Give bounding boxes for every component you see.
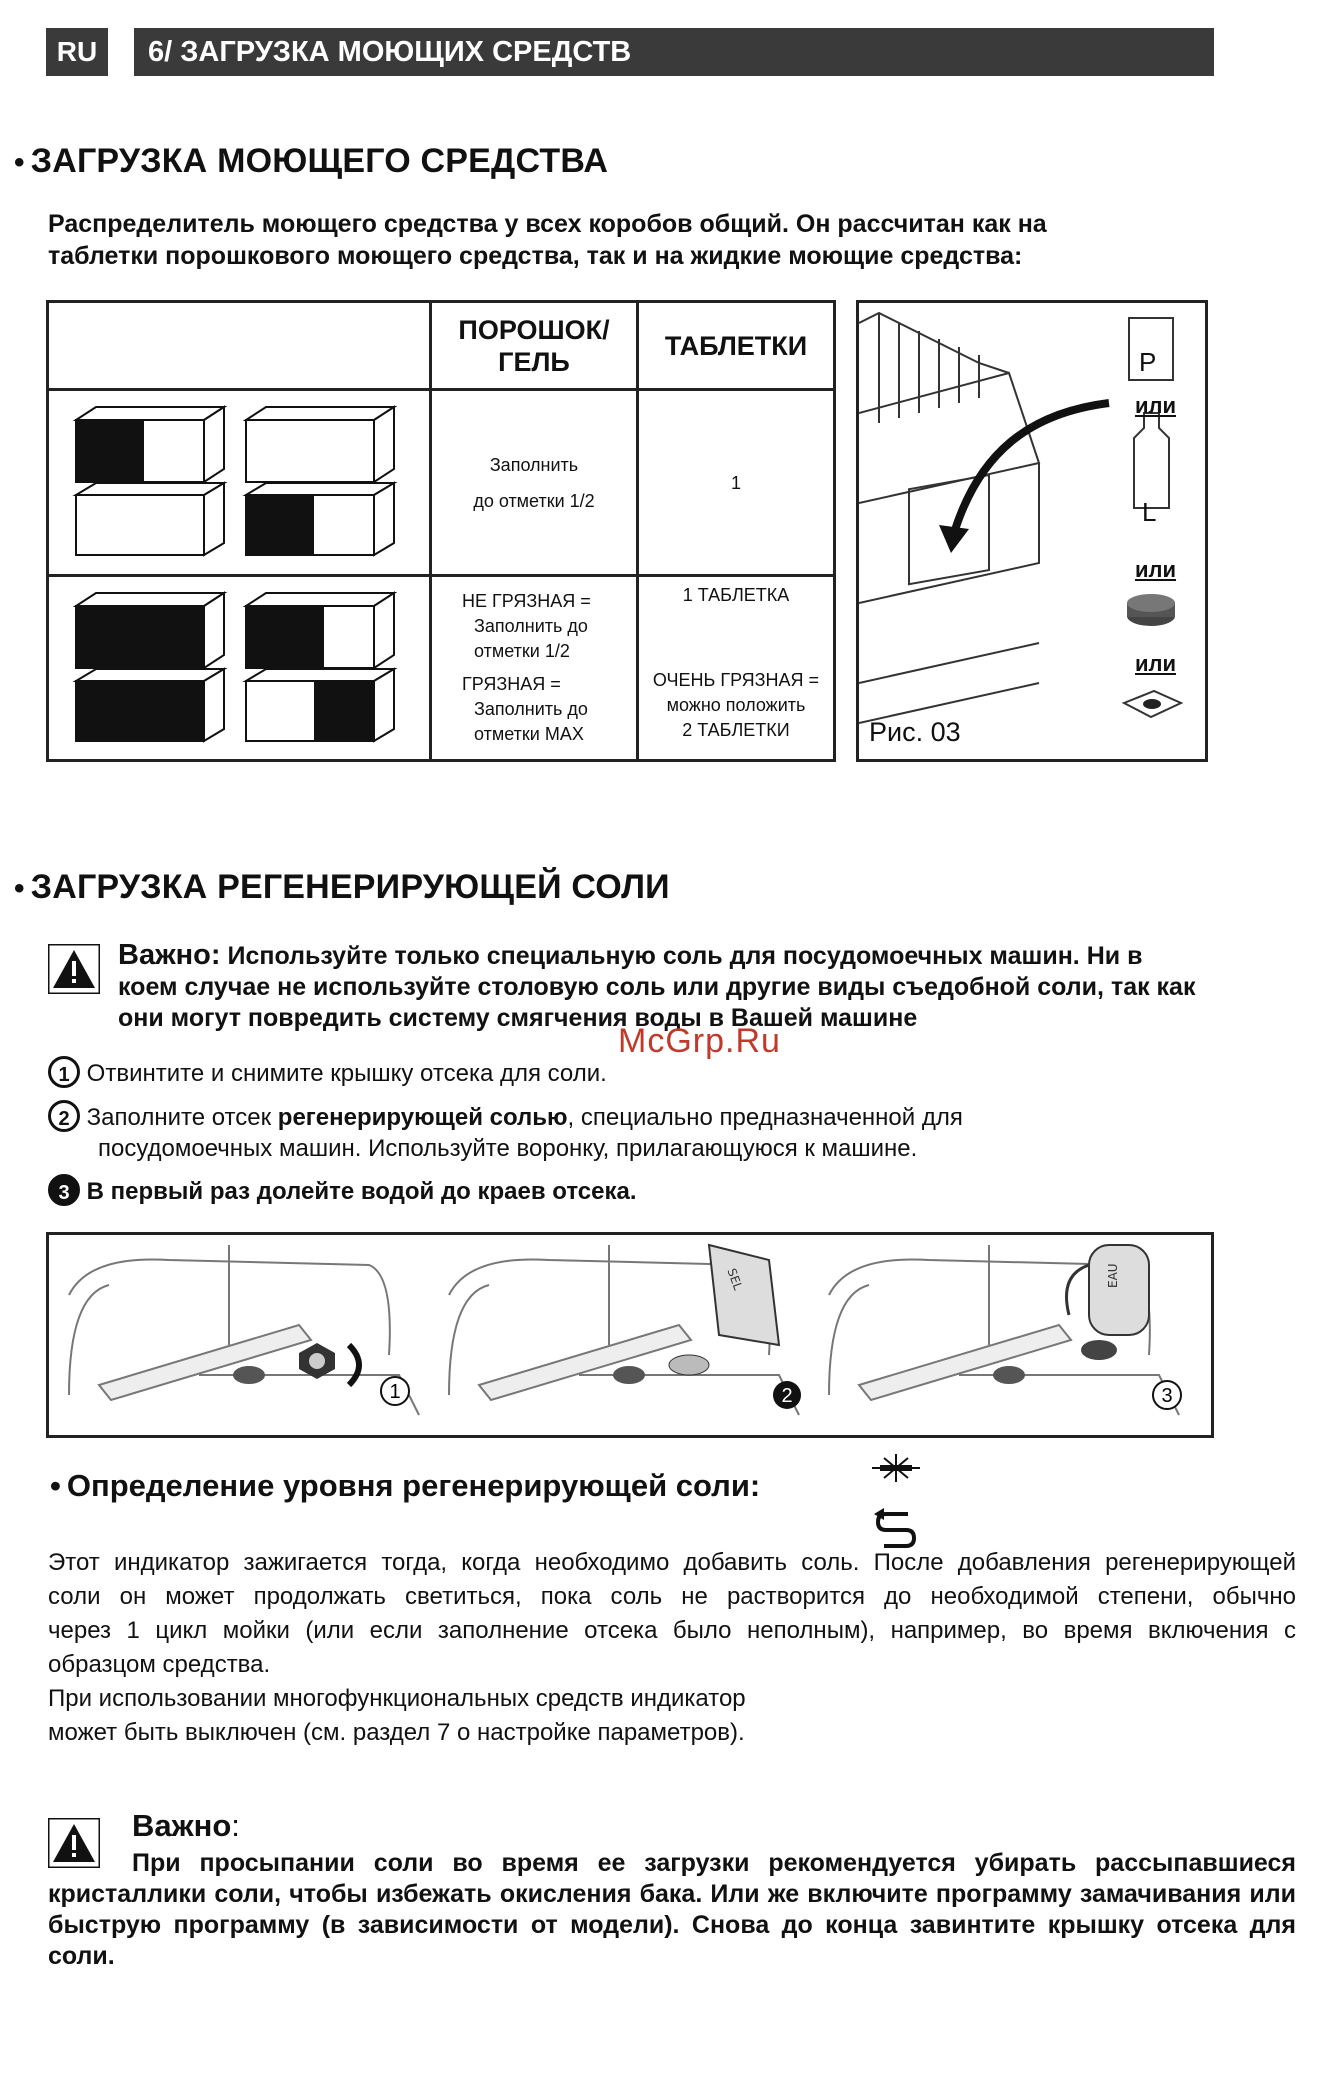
row2-powder-cell: НЕ ГРЯЗНАЯ = Заполнить до отметки 1/2 ГРЯЗНАЯ = Заполнить до отметки MAX — [431, 576, 638, 761]
step-3: 3 В первый раз долейте водой до краев отсека. — [48, 1174, 637, 1207]
detergent-dosage-table — [46, 300, 836, 762]
liquid-label: L — [1142, 497, 1157, 527]
dishwasher-door-drawing — [859, 313, 1039, 723]
col-header-tablets: ТАБЛЕТКИ — [638, 302, 835, 390]
liquid-bottle-icon — [1134, 413, 1169, 508]
watermark: McGrp.Ru — [618, 1022, 781, 1060]
basket-icon-both-loaded — [76, 593, 224, 741]
salt-level-paragraph: Этот индикатор зажигается тогда, когда необходимо добавить соль. После добавления регенерирующей соли он может продолжать светиться, пока соль не растворится до необходимой степени, обычно через 1 цикл мойки (или если заполнение отсека было неполным), например, во время включения с образцом средства. При использовании многофункциональных средств индикатор может быть выключен (см. раздел 7 о настройке параметров). — [48, 1549, 1296, 1746]
detergent-intro: Распределитель моющего средства у всех коробов общий. Он рассчитан как на таблетки порошкового моющего средства, так и на жидкие моющие средства: — [48, 210, 1047, 270]
salt-indicator-icon — [866, 1448, 926, 1548]
warning-2-text: При просыпании соли во время ее загрузки рекомендуется убирать рассыпавшиеся кристаллики соли, чтобы избежать окисления бака. Или же включите программу замачивания или быструю программу (в зависимости от модели). Снова до конца завинтите крышку отсека для соли. — [48, 1849, 1296, 1970]
illustration-label-3: 3 — [1161, 1385, 1173, 1407]
salt-warning-text: Важно: Используйте только специальную соль для посудомоечных машин. Ни в коем случае не используйте столовую соль или другие виды съедобной соли, так как они могут повредить систему смягчения воды в Вашей машине — [118, 939, 1196, 1032]
col-header-powder: ПОРОШОК/ ГЕЛЬ — [431, 302, 638, 390]
row2-tablets-cell: 1 ТАБЛЕТКА ОЧЕНЬ ГРЯЗНАЯ = можно положить 2 ТАБЛЕТКИ — [638, 576, 835, 761]
illustration-label-1: 1 — [389, 1381, 401, 1403]
warning-2-label: Важно: — [132, 1808, 240, 1843]
arrow-to-dispenser — [954, 403, 1109, 533]
salt-steps-illustration — [46, 1232, 1214, 1438]
jug-text: EAU — [1106, 1263, 1120, 1288]
basket-icon-mixed-loaded — [246, 593, 394, 741]
basket-icon-lower-loaded — [246, 407, 394, 555]
step-2: 2 Заполните отсек регенерирующей солью, специально предназначенной для посудомоечных машин. Используйте воронку, прилагающуюся к машине. — [48, 1100, 963, 1164]
row1-tablets-cell: 1 — [638, 390, 835, 576]
or-label-1: или — [1135, 393, 1177, 418]
illustration-label-2: 2 — [781, 1385, 793, 1407]
section-title-detergent: • ЗАГРУЗКА МОЮЩЕГО СРЕДСТВА — [14, 142, 609, 180]
salt-level-title: • Определение уровня регенерирующей соли: — [50, 1468, 761, 1503]
step-1: 1 Отвинтите и снимите крышку отсека для соли. — [48, 1056, 607, 1089]
language-badge: RU — [46, 28, 108, 76]
figure-caption: Рис. 03 — [869, 717, 961, 747]
or-label-2: или — [1135, 557, 1177, 582]
powder-label: P — [1139, 347, 1157, 377]
water-jug-icon — [993, 1245, 1149, 1384]
salt-bag-icon — [613, 1245, 779, 1384]
warning-icon — [48, 944, 100, 994]
section-title-salt: • ЗАГРУЗКА РЕГЕНЕРИРУЮЩЕЙ СОЛИ — [14, 868, 670, 906]
basket-icons-row1 — [48, 390, 431, 576]
basket-icons-row2 — [48, 576, 431, 761]
basket-icon-upper-loaded — [76, 407, 224, 555]
or-label-3: или — [1135, 651, 1177, 676]
figure-03 — [856, 300, 1208, 762]
row1-powder-cell: Заполнить до отметки 1/2 — [431, 390, 638, 576]
bag-text: SEL — [724, 1266, 746, 1292]
page-header-title: 6/ ЗАГРУЗКА МОЮЩИХ СРЕДСТВ — [134, 28, 1214, 76]
